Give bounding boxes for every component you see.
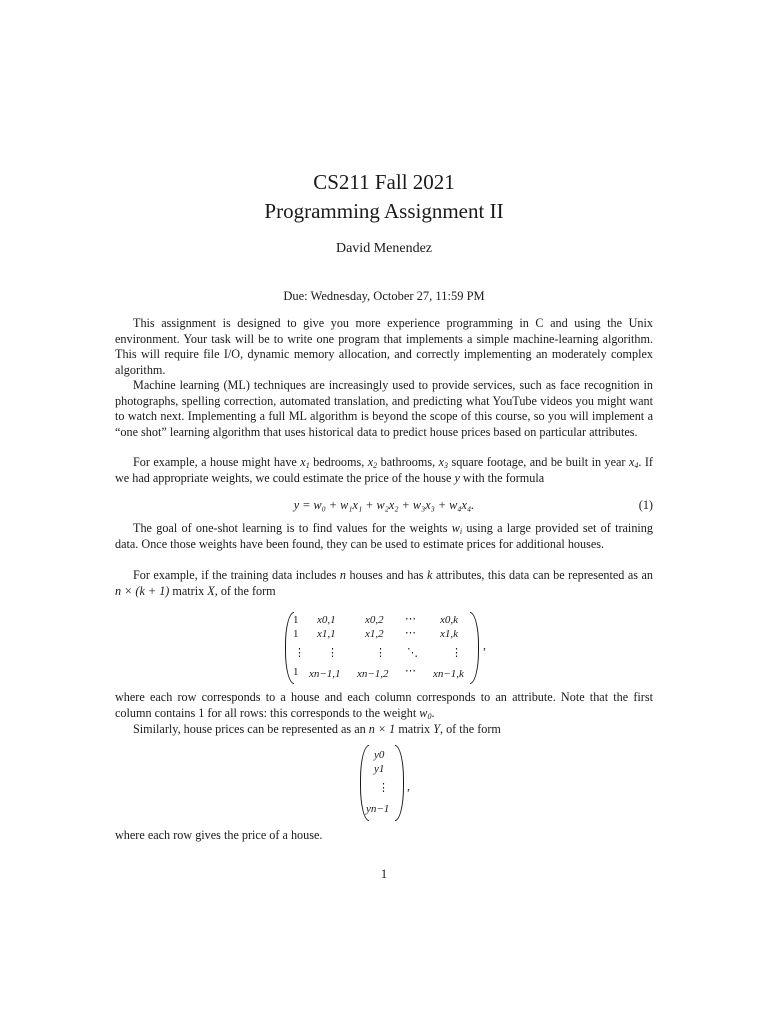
matrix-cell: ⋯ — [405, 613, 416, 625]
matrix-cell: xn−1,1 — [309, 668, 341, 680]
matrix-cell: xn−1,2 — [357, 668, 389, 680]
matrix-cell: 1 — [293, 628, 299, 640]
matrix-cell: ⋮ — [327, 647, 338, 659]
paragraph-columns: where each row corresponds to a house and each column corresponds to an attribute. Note that the first column contains 1 for all rows: this corresponds to the weight $w_0$. — [115, 690, 653, 721]
matrix-cell: xn−1,k — [433, 668, 464, 680]
paragraph-rows: where each row gives the price of a house. — [115, 828, 323, 842]
matrix-cell: x1,1 — [317, 628, 336, 640]
matrix-x-comma: , — [483, 638, 486, 652]
matrix-cell: ⋱ — [407, 647, 418, 659]
matrix-cell: x1,2 — [365, 628, 384, 640]
matrix-cell: ⋮ — [375, 647, 386, 659]
matrix-cell: y0 — [374, 749, 385, 761]
paragraph-goal: The goal of one-shot learning is to find values for the weights $w_i$ using a large provided set of training data. Once those weights have been found, they can be used to estimate prices for additional houses. — [115, 521, 653, 551]
equation-formula: y = w₀ + w₁x₁ + w₂x₂ + w₃x₃ + w₄x₄. — [293, 498, 475, 512]
matrix-cell: x0,k — [440, 614, 459, 626]
matrix-cell: x1,k — [440, 628, 459, 640]
matrix-cell: x0,2 — [365, 614, 384, 626]
page-number: 1 — [380, 867, 388, 881]
paragraph-prices: Similarly, house prices can be represented as an n × 1 matrix Y, of the form — [133, 722, 501, 736]
paragraph-ml: Machine learning (ML) techniques are increasingly used to provide services, such as face recognition in photographs, spelling correction, automated translation, and predicting what YouTube videos you might want to watch next. Implementing a full ML algorithm is beyond the scope of this course, so you will implement a “one shot” learning algorithm that uses historical data to predict house prices based on particular attributes. — [115, 378, 653, 439]
due-date: Due: Wednesday, October 27, 11:59 PM — [283, 289, 485, 303]
matrix-cell: ⋮ — [378, 782, 389, 794]
title-line-1: CS211 Fall 2021 — [313, 170, 455, 194]
paragraph-intro: This assignment is designed to give you more experience programming in C and using the Unix environment. Your task will be to write one program that implements a simple machine-learning algorithm. This will require file I/O, dynamic memory allocation, and correctly implementing an moderately complex algorithm. — [115, 316, 653, 377]
paragraph-example: For example, a house might have $x_1$ bedrooms, $x_2$ bathrooms, $x_3$ square footage, and be built in year $x_4$. If we had appropriate weights, we could estimate the price of the house y with the formula — [115, 455, 653, 485]
author: David Menendez — [335, 241, 433, 256]
matrix-y-comma: , — [407, 779, 410, 793]
matrix-y — [360, 745, 404, 821]
matrix-cell: ⋮ — [294, 647, 305, 659]
matrix-cell: 1 — [293, 614, 299, 626]
equation-1 — [115, 498, 653, 516]
matrix-cell: ⋯ — [405, 665, 416, 677]
matrix-cell: ⋯ — [405, 627, 416, 639]
matrix-cell: ⋮ — [451, 647, 462, 659]
matrix-cell: x0,1 — [317, 614, 336, 626]
matrix-cell: y1 — [374, 763, 385, 775]
right-bracket — [395, 745, 404, 821]
matrix-cell: 1 — [293, 666, 299, 678]
matrix-cell: yn−1 — [366, 803, 390, 815]
paragraph-training: For example, if the training data includes n houses and has k attributes, this data can be represented as an n × (k + 1) matrix X, of the form — [115, 568, 654, 598]
matrix-x — [285, 612, 479, 684]
right-bracket — [470, 612, 479, 684]
equation-number: (1) — [638, 498, 653, 512]
title-line-2: Programming Assignment II — [264, 199, 504, 223]
